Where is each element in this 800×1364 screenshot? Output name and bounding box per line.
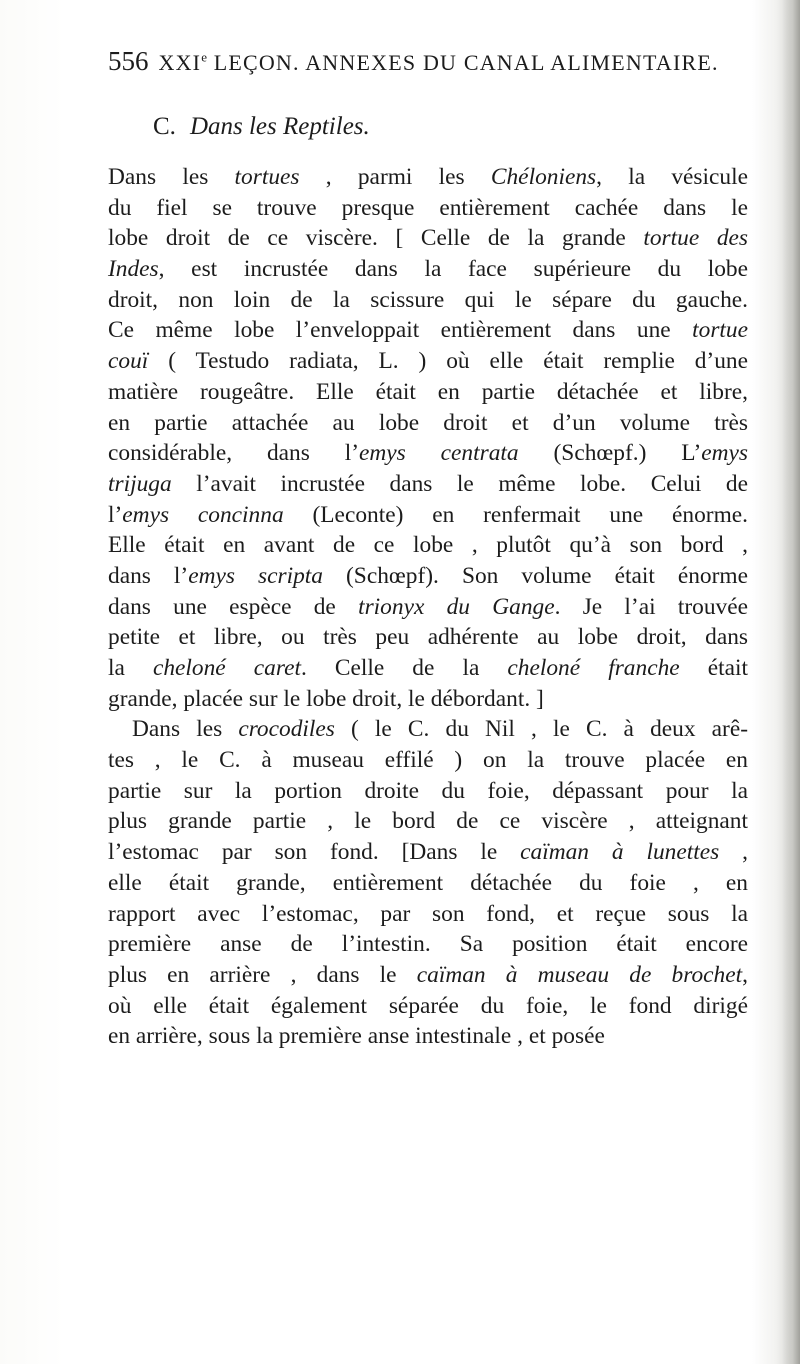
section-title: Dans les Reptiles.	[189, 113, 370, 140]
italic-segment: emys scripta	[188, 562, 323, 589]
italic-segment: cheloné franche	[507, 655, 680, 681]
text-segment: dans une espèce de	[108, 593, 359, 620]
text-segment: (Schœpf). Son volume était énorme	[322, 562, 748, 589]
text-segment: , est incrustée dans la face supérieure du lobe	[158, 256, 748, 283]
text-line	[108, 254, 748, 285]
text-line	[108, 684, 748, 715]
text-line	[108, 561, 748, 592]
text-segment: lobe droit de ce viscère. [ Celle de la grande	[108, 225, 644, 252]
text-line	[108, 714, 748, 745]
text-line	[108, 622, 748, 653]
italic-segment: emys concinna	[122, 501, 284, 528]
italic-segment: trionyx du Gange	[358, 593, 555, 620]
text-segment: où elle était également séparée du foie, le fond dirigé	[108, 992, 748, 1019]
text-segment: plus grande partie , le bord de ce viscère , atteignant	[108, 808, 748, 835]
italic-segment: couï	[108, 348, 149, 375]
italic-segment: cheloné caret	[152, 655, 301, 681]
text-segment: ( Testudo radiata, L. ) où elle était remplie d’une	[148, 348, 748, 375]
text-line	[108, 530, 748, 561]
text-line	[108, 991, 748, 1022]
text-segment: Elle était en avant de ce lobe , plutôt qu’à son bord ,	[108, 532, 748, 559]
text-line	[108, 346, 748, 377]
text-line	[108, 899, 748, 930]
text-segment: dans l’	[108, 562, 189, 589]
text-segment: était	[679, 655, 749, 681]
text-line	[108, 653, 748, 684]
italic-segment: emys centrata	[359, 440, 519, 467]
text-segment: première anse de l’intestin. Sa position était encore	[108, 931, 748, 958]
text-segment: ,	[719, 839, 748, 866]
text-line	[108, 377, 748, 408]
text-segment: Ce même lobe l’enveloppait entièrement dans une	[108, 317, 693, 344]
text-line	[108, 806, 748, 837]
page-edge-shadow	[782, 0, 800, 1364]
lecture-superscript: e	[201, 49, 207, 65]
text-line	[108, 500, 748, 531]
text-segment: considérable, dans l’	[108, 440, 360, 467]
text-line	[108, 837, 748, 868]
text-segment: l’	[108, 501, 123, 528]
text-segment: ( le C. du Nil , le C. à deux arê-	[334, 716, 748, 743]
body-text	[108, 162, 748, 1052]
text-segment: du fiel se trouve presque entièrement cachée dans le	[108, 194, 748, 221]
lecture-number: XXI	[158, 50, 202, 75]
italic-segment: caïman à museau de brochet	[416, 961, 743, 988]
text-segment: partie sur la portion droite du foie, dépassant pour la	[108, 777, 748, 804]
italic-segment: crocodiles	[238, 716, 335, 743]
text-line	[108, 745, 748, 776]
italic-segment: Chéloniens	[490, 164, 597, 190]
text-segment: . Je l’ai trouvée	[554, 593, 748, 620]
text-line	[108, 592, 748, 623]
text-line	[108, 868, 748, 899]
text-segment: ,	[742, 961, 748, 988]
text-segment: (Leconte) en renfermait une énorme.	[283, 501, 748, 528]
text-line	[108, 776, 748, 807]
italic-segment: tortue des	[643, 225, 749, 252]
text-segment: rapport avec l’estomac, par son fond, et reçue sous la	[108, 900, 748, 927]
text-line	[108, 193, 748, 224]
text-segment: elle était grande, entièrement détachée du foie , en	[108, 869, 748, 896]
text-segment: la	[108, 655, 153, 681]
text-line	[108, 438, 748, 469]
text-line	[108, 223, 748, 254]
text-line	[108, 469, 748, 500]
italic-segment: trijuga	[108, 470, 172, 497]
italic-segment: tortue	[692, 317, 748, 344]
section-label: C.	[153, 113, 176, 140]
text-line	[108, 1021, 748, 1052]
text-line	[108, 929, 748, 960]
section-heading	[153, 113, 370, 141]
text-segment: Dans les	[108, 164, 235, 190]
text-segment: droit, non loin de la scissure qui le sépare du gauche.	[108, 286, 748, 313]
running-head	[108, 46, 748, 80]
text-line	[108, 285, 748, 316]
text-segment: grande, placée sur le lobe droit, le débordant. ]	[108, 685, 544, 712]
text-segment: . Celle de la	[300, 655, 508, 681]
text-segment: tes , le C. à museau effilé ) on la trouve placée en	[108, 747, 748, 774]
text-segment: matière rougeâtre. Elle était en partie détachée et libre,	[108, 378, 748, 405]
italic-segment: caïman à lunettes	[520, 839, 720, 866]
text-segment: (Schœpf.) L’	[518, 440, 702, 467]
text-line	[108, 162, 748, 193]
text-segment: plus en arrière , dans le	[108, 961, 417, 988]
italic-segment: emys	[701, 440, 749, 467]
text-segment: petite et libre, ou très peu adhérente au lobe droit, dans	[108, 624, 748, 651]
italic-segment: Indes	[108, 256, 159, 283]
text-segment: en arrière, sous la première anse intestinale , et posée	[108, 1023, 605, 1050]
text-line	[108, 408, 748, 439]
text-segment: l’estomac par son fond. [Dans le	[108, 839, 521, 866]
text-segment: en partie attachée au lobe droit et d’un volume très	[108, 409, 748, 436]
text-line	[108, 315, 748, 346]
text-segment: Dans les	[132, 716, 239, 743]
text-segment: , la vésicule	[596, 164, 748, 190]
running-head-title: LEÇON. ANNEXES DU CANAL ALIMENTAIRE.	[213, 50, 719, 75]
text-segment: l’avait incrustée dans le même lobe. Celui de	[171, 470, 748, 497]
italic-segment: tortues	[234, 164, 300, 190]
text-segment: , parmi les	[299, 164, 491, 190]
text-line	[108, 960, 748, 991]
page-number: 556	[108, 46, 149, 76]
